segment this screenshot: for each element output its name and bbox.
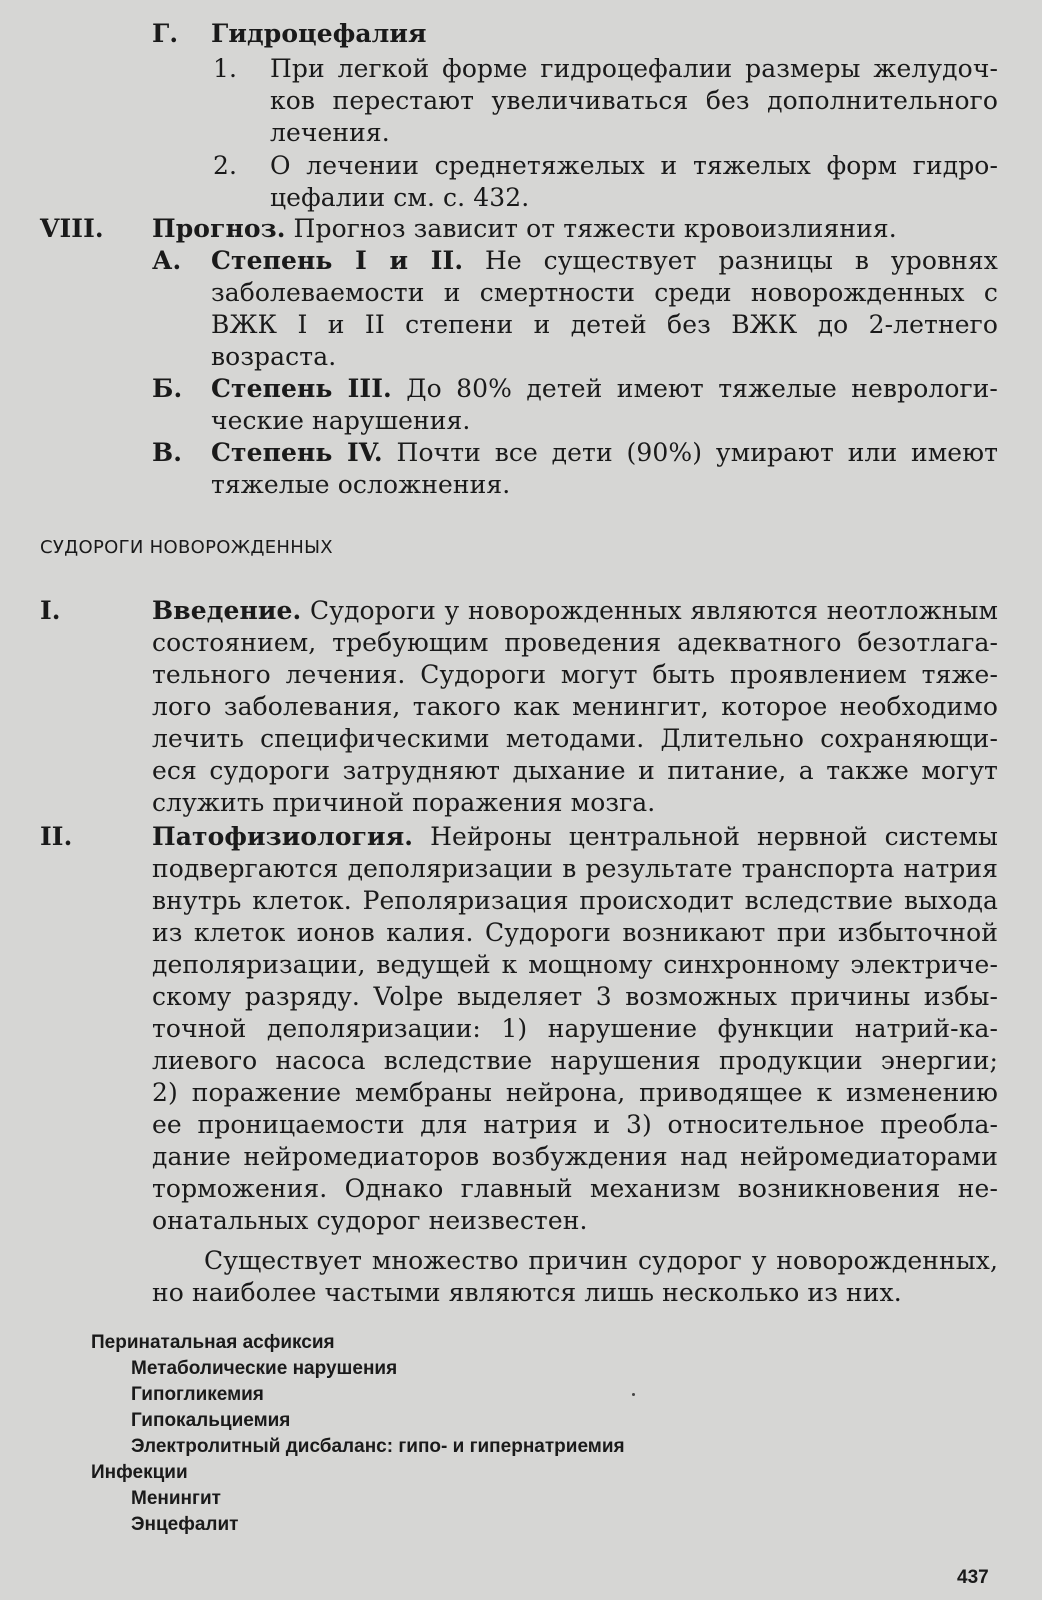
patho-line-12: торможения. Однако главный механизм возникновения не- [152, 1174, 998, 1203]
patho-line-4: из клеток ионов калия. Судороги возникают при избыточной [152, 918, 998, 947]
cause-item-5: Электролитный дисбаланс: гипо- и гипернатриемия [131, 1436, 625, 1457]
hydro-item-2-num: 2. [213, 151, 238, 180]
patho-line-7: точной деполяризации: 1) нарушение функции натрий-ка- [152, 1014, 998, 1043]
intro-line-5: лечить специфическими методами. Длительно сохраняющи- [152, 724, 998, 753]
prognosis-b-line-2: ческие нарушения. [211, 406, 471, 435]
patho-text: Нейроны центральной нервной системы [413, 822, 998, 851]
patho-line-1 [152, 821, 998, 852]
prognosis-line [152, 213, 897, 244]
patho-line-2: подвергаются деполяризации в результате транспорта натрия [152, 854, 998, 883]
prognosis-label: VIII. [40, 214, 104, 243]
prognosis-a-line-1 [211, 245, 998, 276]
patho-line-5: деполяризации, ведущей к мощному синхронному электриче- [152, 950, 998, 979]
prognosis-a-line-3: ВЖК I и II степени и детей без ВЖК до 2-летнего [211, 310, 998, 339]
prognosis-b-line-1 [211, 373, 998, 404]
hydro-item-1-line-2: ков перестают увеличиваться без дополнительного [270, 86, 998, 115]
intro-line-4: лого заболевания, такого как менингит, которое необходимо [152, 692, 998, 721]
prognosis-text: Прогноз зависит от тяжести кровоизлияния. [285, 214, 897, 243]
intro-line-2: состоянием, требующим проведения адекватного безотлага- [152, 628, 998, 657]
cause-item-7: Менингит [131, 1488, 221, 1509]
patho-para2-line-1: Существует множество причин судорог у новорожденных, [204, 1246, 998, 1275]
patho-head: Патофизиология. [152, 822, 414, 851]
hydro-item-1-num: 1. [213, 54, 238, 83]
prognosis-a-label: А. [152, 246, 182, 275]
cause-item-4: Гипокальциемия [131, 1410, 291, 1431]
prognosis-a-line-4: возраста. [211, 342, 337, 371]
patho-line-8: лиевого насоса вследствие нарушения продукции энергии; [152, 1046, 998, 1075]
intro-line-1 [152, 595, 998, 626]
hydro-title: Гидроцефалия [211, 19, 427, 48]
patho-line-6: скому разряду. Volpe выделяет 3 возможных причины избы- [152, 982, 998, 1011]
patho-line-13: онатальных судорог неизвестен. [152, 1206, 588, 1235]
intro-label: I. [40, 596, 61, 625]
prognosis-c-label: В. [152, 438, 183, 467]
hydro-item-2-line-1: О лечении среднетяжелых и тяжелых форм гидро- [270, 151, 998, 180]
intro-line-6: еся судороги затрудняют дыхание и питание, а также могут [152, 756, 998, 785]
hydro-item-1-line-1: При легкой форме гидроцефалии размеры желудоч- [270, 54, 998, 83]
hydro-item-2-line-2: цефалии см. с. 432. [270, 183, 530, 212]
prognosis-b-head: Степень III. [211, 374, 392, 403]
prognosis-c-line-1 [211, 437, 998, 468]
section-title: СУДОРОГИ НОВОРОЖДЕННЫХ [40, 537, 333, 558]
intro-text: Судороги у новорожденных являются неотложным [301, 596, 998, 625]
patho-line-11: дание нейромедиаторов возбуждения над нейромедиаторами [152, 1142, 998, 1171]
cause-item-3: Гипогликемия [131, 1384, 264, 1405]
prognosis-a-text: Не существует разницы в уровнях [463, 246, 998, 275]
prognosis-c-line-2: тяжелые осложнения. [211, 470, 511, 499]
patho-para2-line-2: но наиболее частыми являются лишь несколько из них. [152, 1278, 902, 1307]
patho-line-10: ее проницаемости для натрия и 3) относительное преобла- [152, 1110, 998, 1139]
intro-head: Введение. [152, 596, 302, 625]
prognosis-c-text: Почти все дети (90%) умирают или имеют [382, 438, 998, 467]
prognosis-a-line-2: заболеваемости и смертности среди новорожденных с [211, 278, 998, 307]
hydro-label: Г. [152, 19, 179, 48]
cause-item-2: Метаболические нарушения [131, 1358, 398, 1379]
cause-item-1: Перинатальная асфиксия [91, 1332, 335, 1353]
prognosis-b-label: Б. [152, 374, 183, 403]
page-number: 437 [957, 1567, 989, 1588]
cause-item-8: Энцефалит [131, 1514, 239, 1535]
cause-item-6: Инфекции [91, 1462, 188, 1483]
patho-label: II. [40, 822, 73, 851]
prognosis-c-head: Степень IV. [211, 438, 383, 467]
intro-line-7: служить причиной поражения мозга. [152, 788, 656, 817]
prognosis-head: Прогноз. [152, 214, 286, 243]
hydro-item-1-line-3: лечения. [270, 118, 390, 147]
speck [632, 1393, 635, 1396]
prognosis-b-text: До 80% детей имеют тяжелые неврологи- [391, 374, 998, 403]
prognosis-a-head: Степень I и II. [211, 246, 464, 275]
patho-line-3: внутрь клеток. Реполяризация происходит вследствие выхода [152, 886, 998, 915]
intro-line-3: тельного лечения. Судороги могут быть проявлением тяже- [152, 660, 998, 689]
patho-line-9: 2) поражение мембраны нейрона, приводящее к изменению [152, 1078, 998, 1107]
